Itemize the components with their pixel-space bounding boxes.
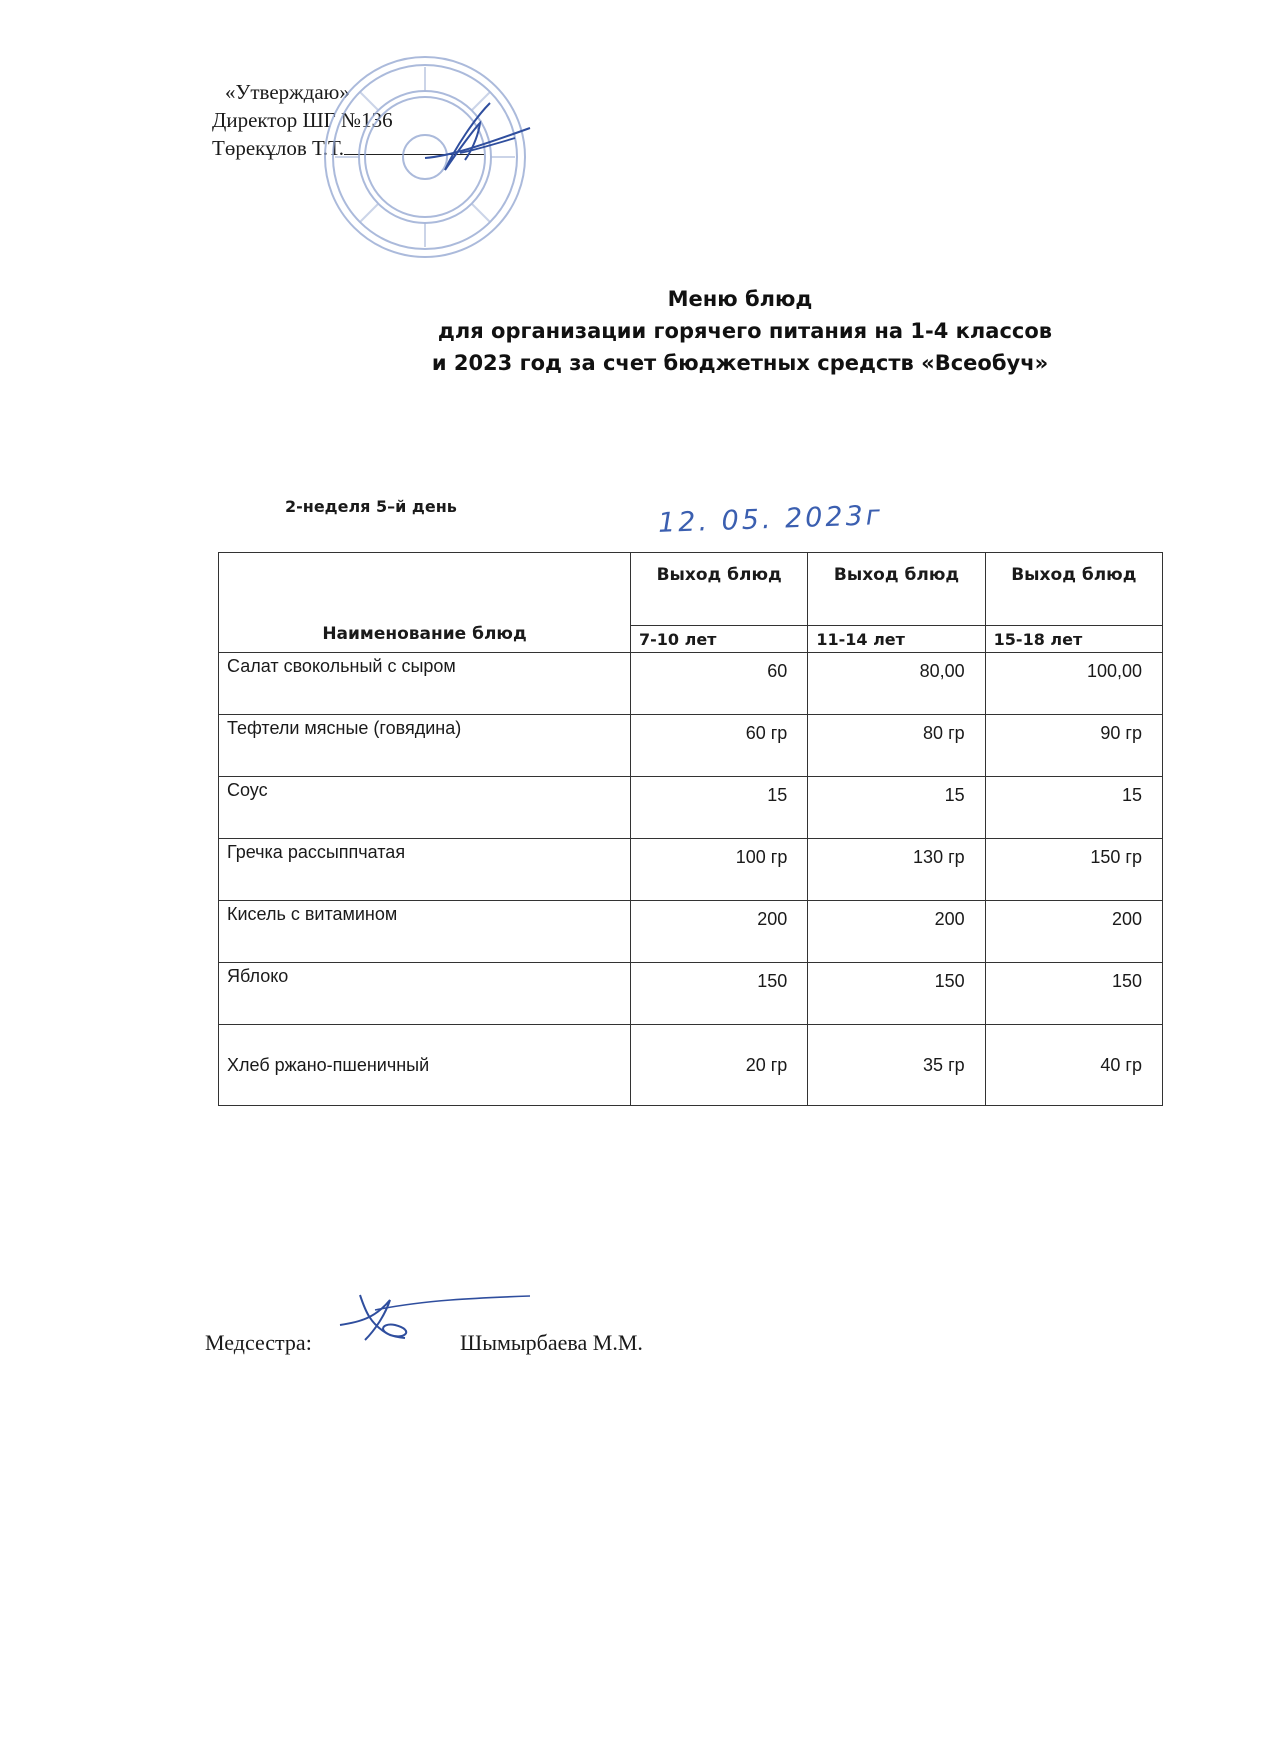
output-11-14-cell: 15	[808, 777, 985, 839]
dish-name-cell: Яблоко	[219, 963, 631, 1025]
table-row	[219, 1025, 1163, 1106]
title-line-3: и 2023 год за счет бюджетных средств «Всеобуч»	[431, 351, 1049, 375]
table-row	[219, 901, 1163, 963]
output-15-18-cell: 150	[985, 963, 1162, 1025]
nurse-label: Медсестра:	[205, 1330, 312, 1355]
output-15-18-cell: 150 гр	[985, 839, 1162, 901]
table-row	[219, 777, 1163, 839]
output-15-18-cell: 40 гр	[985, 1025, 1162, 1106]
table-row	[219, 653, 1163, 715]
approval-signatory: Төрекұлов Т.Т.	[212, 134, 484, 162]
table-row	[219, 963, 1163, 1025]
approval-position: Директор ШГ №136	[212, 108, 393, 132]
output-15-18-cell: 15	[985, 777, 1162, 839]
dish-name-cell: Соус	[219, 777, 631, 839]
dish-name-cell: Хлеб ржано-пшеничный	[219, 1025, 631, 1106]
header-age-7-10: 7-10 лет	[631, 626, 808, 653]
header-output-2: Выход блюд	[808, 553, 985, 626]
output-7-10-cell: 150	[631, 963, 808, 1025]
output-11-14-cell: 80 гр	[808, 715, 985, 777]
menu-table-body	[219, 653, 1163, 1106]
output-11-14-cell: 200	[808, 901, 985, 963]
menu-table	[218, 552, 1163, 1106]
dish-name-cell: Тефтели мясные (говядина)	[219, 715, 631, 777]
output-7-10-cell: 60 гр	[631, 715, 808, 777]
title-line-2: для организации горячего питания на 1-4 классов	[437, 319, 1053, 343]
director-signature	[420, 98, 535, 178]
dish-name-cell: Кисель с витамином	[219, 901, 631, 963]
output-11-14-cell: 35 гр	[808, 1025, 985, 1106]
dish-name-cell: Гречка рассыппчатая	[219, 839, 631, 901]
approval-title: «Утверждаю»	[225, 80, 350, 104]
output-7-10-cell: 200	[631, 901, 808, 963]
output-11-14-cell: 150	[808, 963, 985, 1025]
table-row	[219, 839, 1163, 901]
nurse-name: Шымырбаева М.М.	[460, 1330, 643, 1355]
output-7-10-cell: 60	[631, 653, 808, 715]
output-15-18-cell: 100,00	[985, 653, 1162, 715]
document-title	[380, 283, 1100, 379]
header-output-1: Выход блюд	[631, 553, 808, 626]
dish-name-cell: Салат свокольный с сыром	[219, 653, 631, 715]
header-age-15-18: 15-18 лет	[985, 626, 1162, 653]
title-line-1: Меню блюд	[667, 287, 813, 311]
header-output-3: Выход блюд	[985, 553, 1162, 626]
output-11-14-cell: 130 гр	[808, 839, 985, 901]
output-15-18-cell: 200	[985, 901, 1162, 963]
header-age-11-14: 11-14 лет	[808, 626, 985, 653]
table-row	[219, 715, 1163, 777]
output-11-14-cell: 80,00	[808, 653, 985, 715]
header-dish-name: Наименование блюд	[219, 553, 631, 653]
output-15-18-cell: 90 гр	[985, 715, 1162, 777]
output-7-10-cell: 100 гр	[631, 839, 808, 901]
output-7-10-cell: 15	[631, 777, 808, 839]
handwritten-date: 12. 05. 2023г	[657, 500, 884, 539]
output-7-10-cell: 20 гр	[631, 1025, 808, 1106]
week-day-label: 2-неделя 5–й день	[285, 497, 457, 516]
